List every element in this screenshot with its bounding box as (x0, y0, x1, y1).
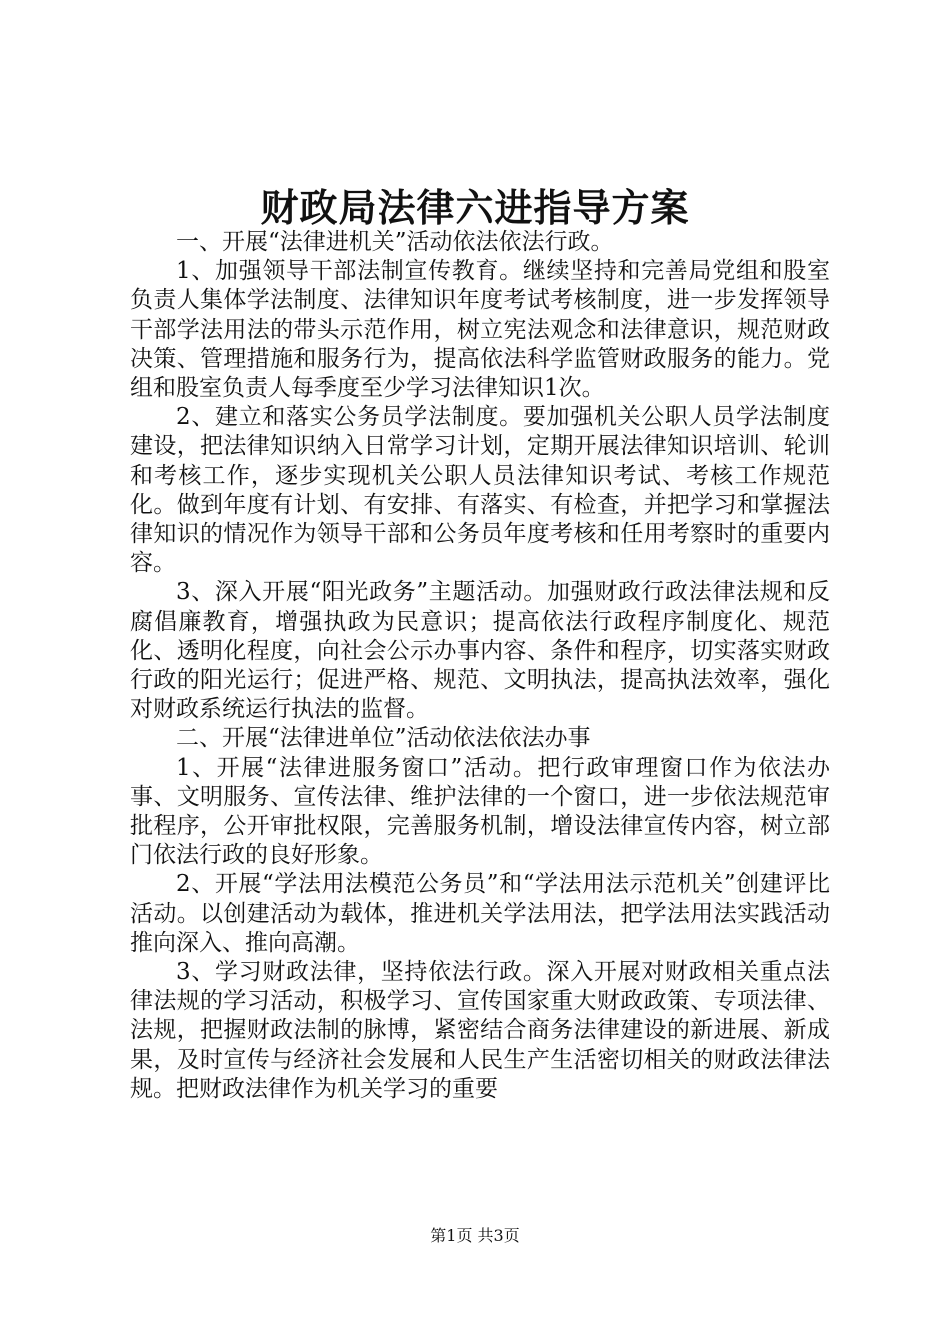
document-title: 财政局法律六进指导方案 (260, 185, 690, 230)
paragraph: 2、建立和落实公务员学法制度。要加强机关公职人员学法制度建设，把法律知识纳入日常学习计划，定期开展法律知识培训、轮训和考核工作，逐步实现机关公职人员法律知识考试、考核工作规范化。做到年度有计划、有安排、有落实、有检查，并把学习和掌握法律知识的情况作为领导干部和公务员年度考核和任用考察时的重要内容。 (130, 404, 830, 577)
paragraph: 二、开展“法律进单位”活动依法依法办事 (176, 725, 591, 752)
page-footer: 第1页 共3页 (430, 1226, 520, 1245)
paragraph: 1、加强领导干部法制宣传教育。继续坚持和完善局党组和股室负责人集体学法制度、法律知识年度考试考核制度，进一步发挥领导干部学法用法的带头示范作用，树立宪法观念和法律意识，规范财政决策、管理措施和服务行为，提高依法科学监管财政服务的能力。党组和股室负责人每季度至少学习法律知识1次。 (130, 258, 830, 402)
paragraph: 3、学习财政法律，坚持依法行政。深入开展对财政相关重点法律法规的学习活动，积极学习、宣传国家重大财政政策、专项法律、法规，把握财政法制的脉博，紧密结合商务法律建设的新进展、新成果，及时宣传与经济社会发展和人民生产生活密切相关的财政法律法规。把财政法律作为机关学习的重要 (130, 959, 830, 1102)
paragraph: 1、开展“法律进服务窗口”活动。把行政审理窗口作为依法办事、文明服务、宣传法律、维护法律的一个窗口，进一步依法规范审批程序，公开审批权限，完善服务机制，增设法律宣传内容，树立部门依法行政的良好形象。 (130, 754, 830, 869)
paragraph: 一、开展“法律进机关”活动依法依法行政。 (176, 229, 614, 255)
paragraph: 2、开展“学法用法模范公务员”和“学法用法示范机关”创建评比活动。以创建活动为载体，推进机关学法用法，把学法用法实践活动推向深入、推向高潮。 (130, 871, 830, 956)
document-body (130, 228, 830, 1104)
paragraph: 3、深入开展“阳光政务”主题活动。加强财政行政法律法规和反腐倡廉教育，增强执政为民意识；提高依法行政程序制度化、规范化、透明化程度，向社会公示办事内容、条件和程序，切实落实财政行政的阳光运行；促进严格、规范、文明执法，提高执法效率，强化对财政系统运行执法的监督。 (130, 579, 830, 723)
